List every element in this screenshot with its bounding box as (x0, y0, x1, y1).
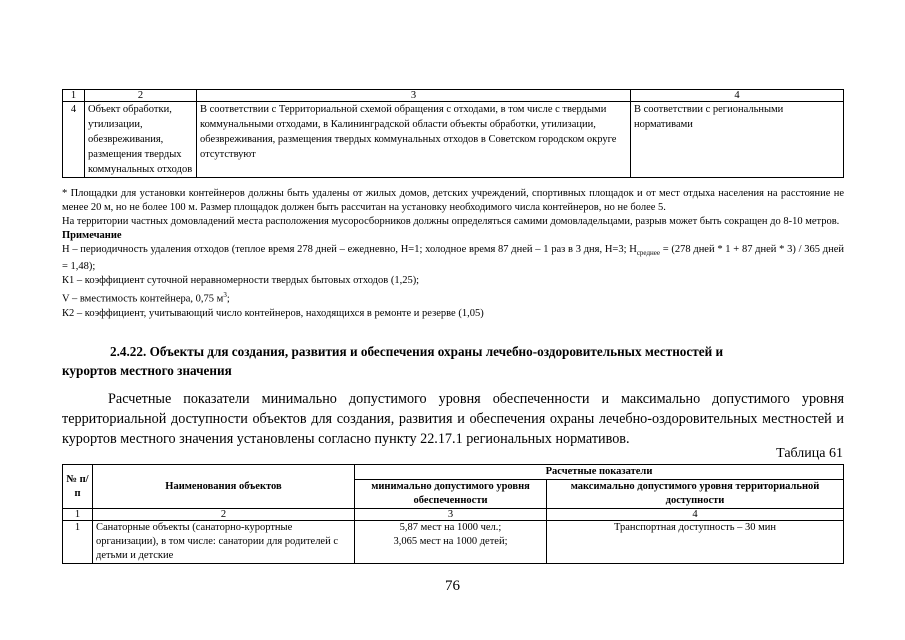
number-cell: 4 (547, 509, 844, 521)
max-level: Транспортная доступность – 30 мин (547, 521, 844, 564)
table-header-row (63, 90, 844, 102)
col-group-header: Расчетные показатели (355, 465, 844, 480)
private-note: На территории частных домовладений места расположения мусоросборников должны определяться самими домовладельцами, разрыв может быть сокращен до 8-10 метров. (62, 216, 840, 227)
table-row (63, 521, 844, 564)
page-number: 76 (445, 578, 460, 594)
col-max-header: максимально допустимого уровня территориальной доступности (547, 480, 844, 509)
row-number: 4 (63, 102, 85, 178)
section-title: 2.4.22. Объекты для создания, развития и обеспечения охраны лечебно-оздоровительных местностей и курортов местного значения (62, 344, 724, 378)
note-h: Н – периодичность удаления отходов (теплое время 278 дней – ежедневно, Н=1; холодное время 87 дней – 1 раз в 3 дня, Н=3; $Н_{среднее} = (278$ дней * 1 + 87 дней * 3) / 365 дней = 1,48); (62, 244, 844, 273)
header-cell: 2 (85, 90, 197, 102)
header-cell: 4 (631, 90, 844, 102)
col-name-header: Наименования объектов (93, 465, 355, 509)
note-v: V – вместимость контейнера, 0,75 $м^3$; (62, 291, 230, 305)
col-min-header: минимально допустимого уровня обеспеченности (355, 480, 547, 509)
table-header-row (63, 465, 844, 480)
table-number-row (63, 509, 844, 521)
number-cell: 1 (63, 509, 93, 521)
object-name: Объект обработки, утилизации, обезвреживания, размещения твердых коммунальных отходов (85, 102, 197, 178)
number-cell: 2 (93, 509, 355, 521)
header-cell: 1 (63, 90, 85, 102)
note-k2: К2 – коэффициент, учитывающий число контейнеров, находящихся в ремонте и резерве (1,05) (62, 307, 484, 319)
waste-objects-table (62, 89, 844, 178)
col-num-header: № п/п (63, 465, 93, 509)
row-number: 1 (63, 521, 93, 564)
notes-block (62, 187, 844, 321)
section-paragraph: Расчетные показатели минимально допустимого уровня обеспеченности и максимально допустимого уровня территориальной доступности объектов для создания, развития и обеспечения охраны лечебно-оздоровительных местностей и курортов местного значения установлены согласно пункту 22.17.1 региональных нормативов. (62, 391, 844, 447)
note-label: Примечание (62, 230, 122, 241)
object-value: В соответствии с Территориальной схемой обращения с отходами, в том числе с твердыми коммунальными отходами, в Калининградской области объекты обработки, утилизации, обезвреживания, размещения твердых коммунальных отходов в Советском городском округе отсутствуют (197, 102, 631, 178)
table-label: Таблица 61 (776, 446, 843, 461)
table-row (63, 102, 844, 178)
header-cell: 3 (197, 90, 631, 102)
note-k1: К1 – коэффициент суточной неравномерности твердых бытовых отходов (1,25); (62, 275, 420, 287)
number-cell: 3 (355, 509, 547, 521)
min-level: 5,87 мест на 1000 чел.; 3,065 мест на 1000 детей; (355, 521, 547, 564)
object-access: В соответствии с региональными нормативами (631, 102, 844, 178)
footnote: * Площадки для установки контейнеров должны быть удалены от жилых домов, детских учреждений, спортивных площадок и от мест отдыха населения на расстояние не менее 20 м, но не более 100 м. Размер площадок должен быть рассчитан на установку необходимого числа контейнеров, но не более 5. (62, 188, 844, 213)
resort-objects-table (62, 464, 844, 564)
object-name: Санаторные объекты (санаторно-курортные организации), в том числе: санатории для родителей с детьми и детские (93, 521, 355, 564)
